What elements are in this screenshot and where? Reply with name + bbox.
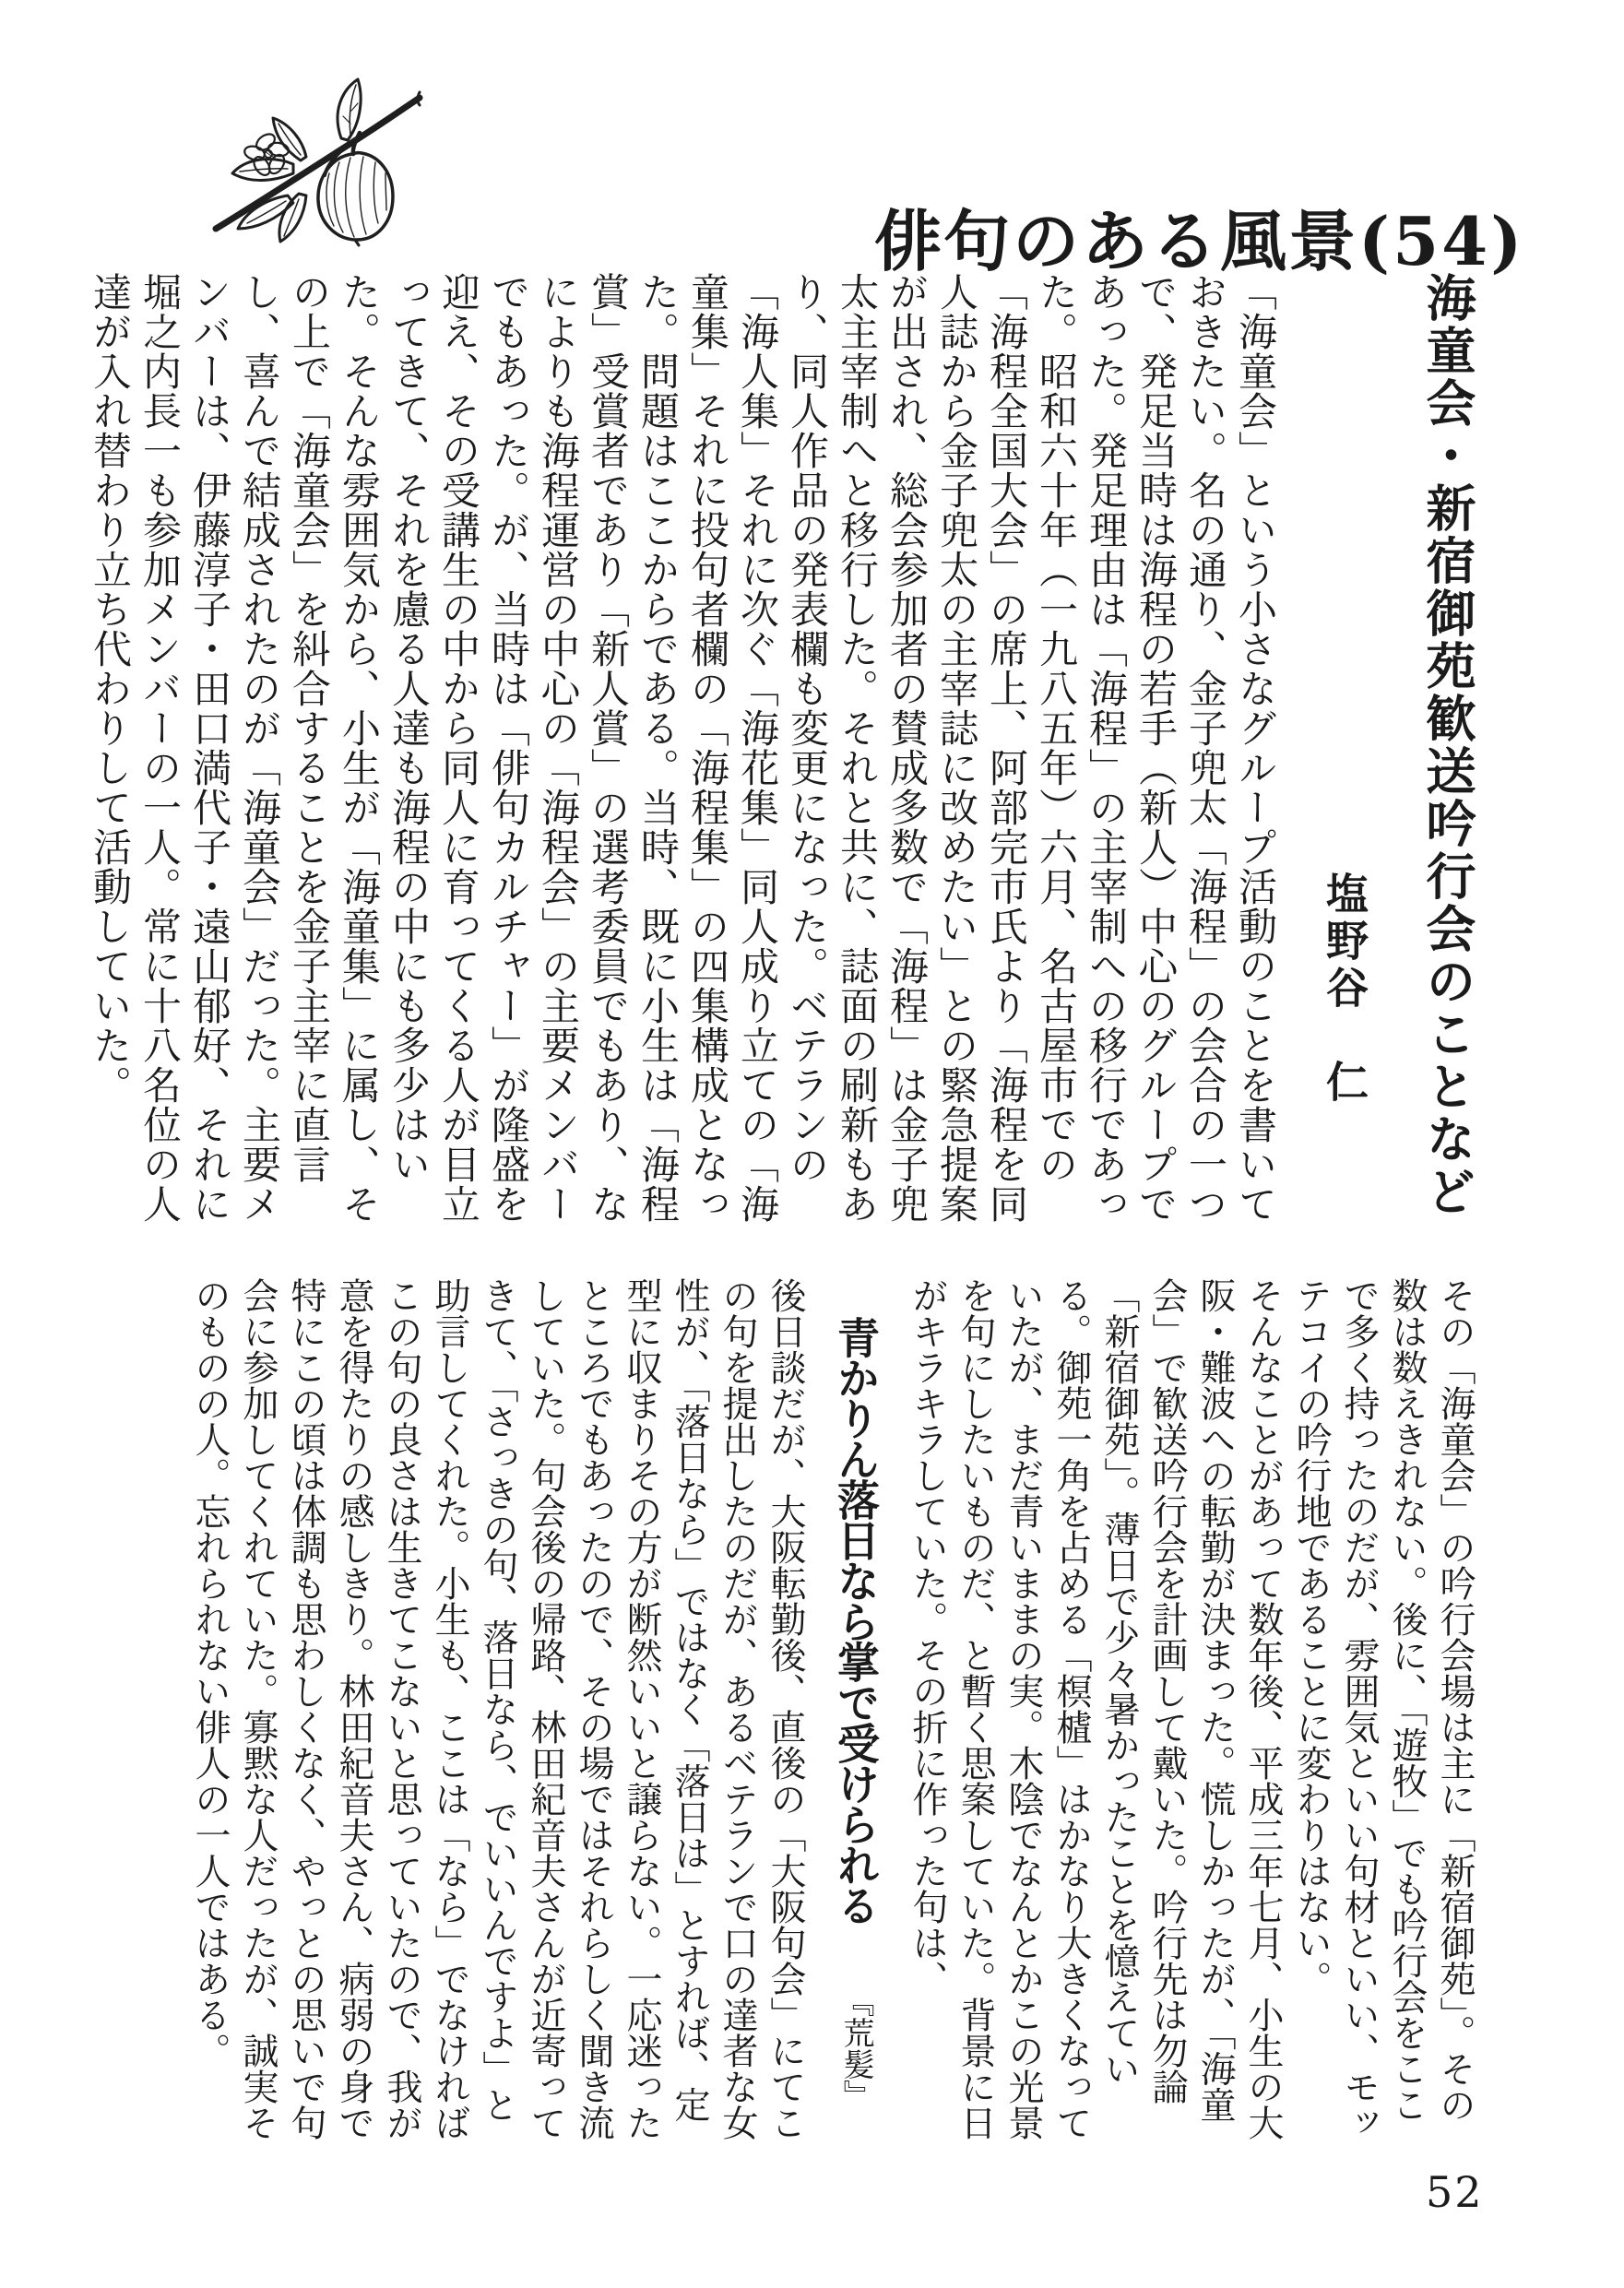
article-paragraph: そんなことがあって数年後、平成三年七月、小生の大阪・難波への転勤が決まった。慌しかったが、「海童会」で歓送吟行会を計画して戴いた。吟行先は勿論「新宿御苑」。薄日で少々暑かったことを憶えている。御苑一角を占める「榠樝」はかなり大きくなっていたが、まだ青いままの実。木陰でなんとかこの光景を句にしたいものだ、と暫く思案していた。背景に日がキラキラしていた。その折に作った句は、: [907, 1277, 1284, 2140]
article-paragraph: その「海童会」の吟行会場は主に「新宿御苑」。その数は数えきれない。後に、「遊牧」でも吟行会をここで多く持ったのだが、雰囲気といい句材といい、モッテコイの吟行地であることに変わりはない。: [1290, 1277, 1476, 2140]
haiku-text: 青かりん落日なら掌で受けられる: [831, 1316, 881, 1925]
article-paragraph: 後日談だが、大阪転勤後、直後の「大阪句会」にてこの句を提出したのだが、あるベテランで口の達者な女性が、「落日なら」ではなく「落日は」とすれば、定型に収まりその方が断然いいと譲らない。一応迷ったところでもあったので、その場ではそれらしく聞き流していた。句会後の帰路、林田紀音夫さんが近寄ってきて、「さっきの句、落日なら、でいいんですよ」と助言してくれた。小生も、ここは「なら」でなければこの句の良さは生きてこないと思っていたので、我が意を得たりの感しきり。林田紀音夫さん、病弱の身で特にこの頃は体調も思わしくなく、やっとの思いで句会に参加してくれていた。寡黙な人だったが、誠実そのものの人。忘れられない俳人の一人ではある。: [189, 1277, 806, 2140]
article-author: 塩野谷 仁: [1320, 871, 1369, 1107]
article-paragraph: 「海童会」という小さなグループ活動のことを書いておきたい。名の通り、金子兜太「海程」の会合の一つで、発足当時は海程の若手（新人）中心のグループであった。発足理由は「海程」の主宰制への移行であった。昭和六十年（一九八五年）六月、名古屋市での「海程全国大会」の席上、阿部完市氏より「海程を同人誌から金子兜太の主宰誌に改めたい」との緊急提案が出され、総会参加者の賛成多数で「海程」は金子兜太主宰制へと移行した。それと共に、誌面の刷新もあり、同人作品の発表欄も変更になった。ベテランの「海人集」それに次ぐ「海花集」同人成り立ての「海童集」それに投句者欄の「海程集」の四集構成となった。問題はここからである。当時、既に小生は「海程賞」受賞者であり「新人賞」の選考委員でもあり、なによりも海程運営の中心の「海程会」の主要メンバーでもあった。が、当時は「俳句カルチャー」が隆盛を迎え、その受講生の中から同人に育ってくる人が目立ってきて、それを慮る人達も海程の中にも多少はいた。そんな雰囲気から、小生が「海童集」に属し、その上で「海童会」を糾合することを金子主宰に直言し、喜んで結成されたのが「海童会」だった。主要メンバーは、伊藤淳子・田口満代子・遠山郁好、それに堀之内長一も参加メンバーの一人。常に十八名位の人達が入れ替わり立ち代わりして活動していた。: [88, 272, 1278, 1224]
article-headline: 海童会・新宿御苑歓送吟行会のことなど: [1418, 272, 1477, 1218]
quince-branch-illustration: [205, 65, 426, 254]
page-title: 俳句のある風景(54): [874, 202, 1525, 281]
page-number: 52: [1426, 2167, 1484, 2217]
article-lower-block: [124, 1277, 1478, 2146]
haiku-line: [822, 1277, 890, 2146]
quince-branch-icon: [205, 65, 426, 254]
article-upper-block: [88, 272, 1485, 1226]
haiku-source: 『荒髪』: [837, 1986, 874, 2111]
